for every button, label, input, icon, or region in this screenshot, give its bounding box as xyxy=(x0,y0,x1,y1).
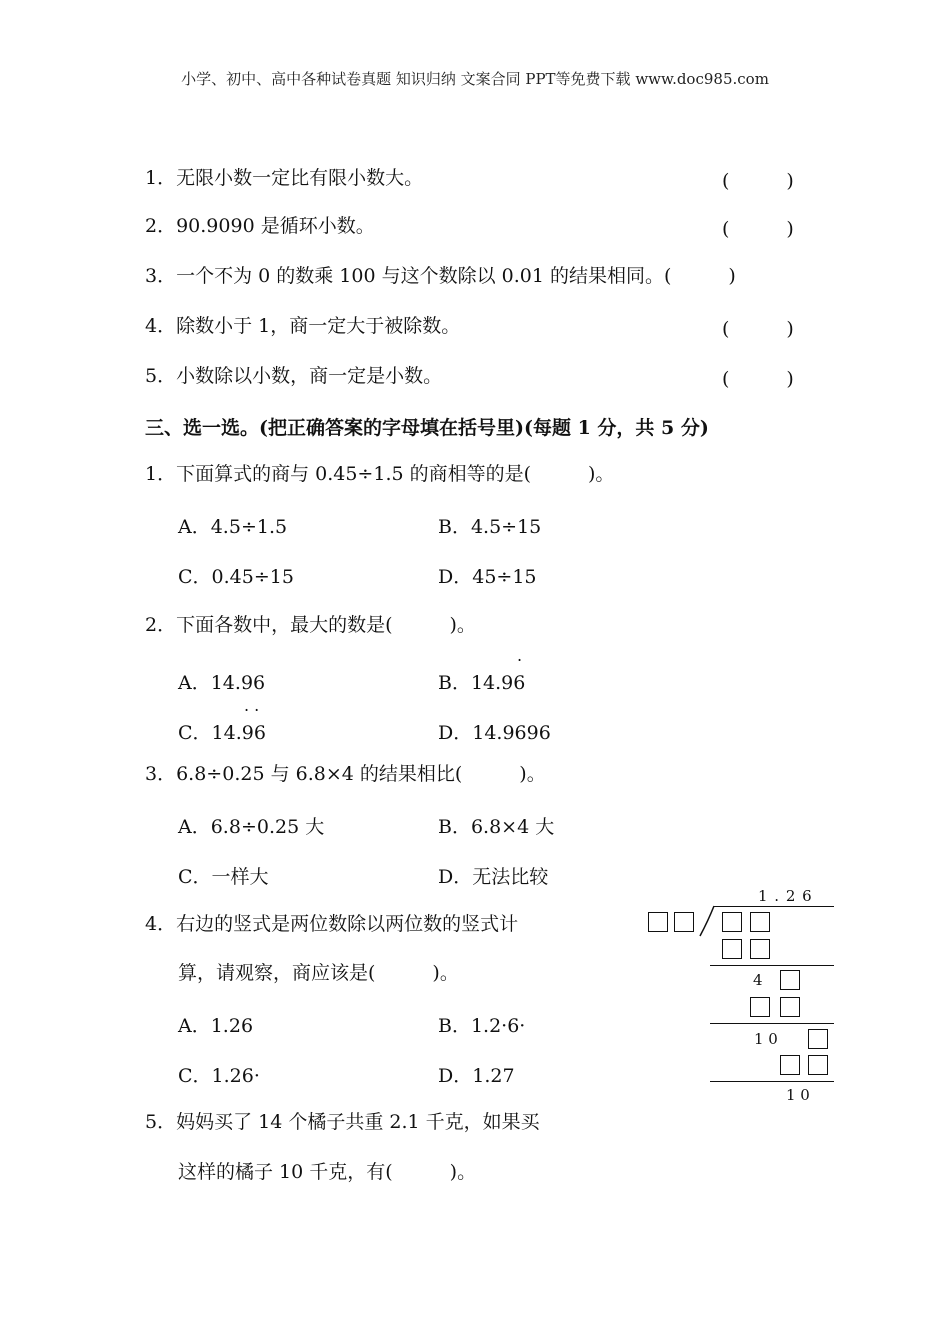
q3-option-d[interactable]: D．无法比较 xyxy=(438,866,549,888)
division-line-3 xyxy=(710,1081,834,1082)
judge-answer-1[interactable]: ( ) xyxy=(722,170,794,192)
q1-stem: 1．下面算式的商与 0.45÷1.5 的商相等的是( )。 xyxy=(145,463,615,485)
q3-stem: 3．6.8÷0.25 与 6.8×4 的结果相比( )。 xyxy=(145,763,546,785)
divisor-digit-box-2[interactable] xyxy=(674,912,694,932)
q2-option-c-label: C． xyxy=(178,722,212,744)
q4-option-d[interactable]: D．1.27 xyxy=(438,1065,515,1087)
dividend-digit-box-1[interactable] xyxy=(722,912,742,932)
page-header: 小学、初中、高中各种试卷真题 知识归纳 文案合同 PPT等免费下载 www.doc985.com xyxy=(181,70,769,88)
product3-digit-box-2[interactable] xyxy=(808,1055,828,1075)
q3-option-a[interactable]: A．6.8÷0.25 大 xyxy=(178,816,325,838)
division-bracket xyxy=(698,905,716,937)
division-line-1 xyxy=(710,965,834,966)
q4-option-b[interactable]: B．1.2·6· xyxy=(438,1015,526,1037)
product2-digit-box-1[interactable] xyxy=(750,997,770,1017)
judge-item-5: 5．小数除以小数，商一定是小数。 xyxy=(145,365,443,387)
q2-option-b[interactable]: B．14.96 xyxy=(438,672,526,694)
product2-digit-box-2[interactable] xyxy=(780,997,800,1017)
q4-stem-line1: 4．右边的竖式是两位数除以两位数的竖式计 xyxy=(145,913,519,935)
remainder3-digits: 1 0 xyxy=(786,1086,810,1104)
q2-c-repeat-dots: . . xyxy=(244,696,260,715)
dividend-digit-box-2[interactable] xyxy=(750,912,770,932)
q1-option-d[interactable]: D．45÷15 xyxy=(438,566,537,588)
q3-option-c[interactable]: C．一样大 xyxy=(178,866,269,888)
judge-item-3: 3．一个不为 0 的数乘 100 与这个数除以 0.01 的结果相同。( ) xyxy=(145,265,736,287)
judge-answer-2[interactable]: ( ) xyxy=(722,218,794,240)
judge-item-2: 2．90.9090 是循环小数。 xyxy=(145,215,375,237)
remainder1-digit-box[interactable] xyxy=(780,970,800,990)
q2-option-c-number: 14.96 xyxy=(211,722,266,744)
product3-digit-box-1[interactable] xyxy=(780,1055,800,1075)
q5-stem-line2: 这样的橘子 10 千克，有( )。 xyxy=(178,1161,477,1183)
product1-digit-box-1[interactable] xyxy=(722,939,742,959)
q5-stem-line1: 5．妈妈买了 14 个橘子共重 2.1 千克，如果买 xyxy=(145,1111,540,1133)
judge-item-4: 4．除数小于 1，商一定大于被除数。 xyxy=(145,315,461,337)
q4-stem-line2: 算，请观察，商应该是( )。 xyxy=(178,962,459,984)
judge-item-1: 1．无限小数一定比有限小数大。 xyxy=(145,167,424,189)
judge-answer-4[interactable]: ( ) xyxy=(722,318,794,340)
q4-option-a[interactable]: A．1.26 xyxy=(178,1015,254,1037)
product1-digit-box-2[interactable] xyxy=(750,939,770,959)
q2-option-c[interactable] xyxy=(178,718,266,745)
division-bar xyxy=(714,906,834,907)
q2-b-repeat-dot: . xyxy=(517,646,523,665)
remainder2-digits: 1 0 xyxy=(754,1030,778,1048)
remainder1-digit: 4 xyxy=(753,971,763,989)
judge-answer-5[interactable]: ( ) xyxy=(722,368,794,390)
q2-option-d[interactable]: D．14.9696 xyxy=(438,722,551,744)
division-quotient: 1 . 2 6 xyxy=(758,887,813,905)
q1-option-c[interactable]: C．0.45÷15 xyxy=(178,566,294,588)
q1-option-a[interactable]: A．4.5÷1.5 xyxy=(178,516,288,538)
q1-option-b[interactable]: B．4.5÷15 xyxy=(438,516,542,538)
q4-option-c[interactable]: C．1.26· xyxy=(178,1065,260,1087)
q2-stem: 2．下面各数中，最大的数是( )。 xyxy=(145,614,476,636)
q2-option-a[interactable]: A．14.96 xyxy=(178,672,266,694)
division-line-2 xyxy=(710,1023,834,1024)
divisor-digit-box-1[interactable] xyxy=(648,912,668,932)
section-title: 三、选一选。(把正确答案的字母填在括号里)(每题 1 分，共 5 分) xyxy=(145,417,709,439)
remainder2-digit-box[interactable] xyxy=(808,1029,828,1049)
q3-option-b[interactable]: B．6.8×4 大 xyxy=(438,816,555,838)
